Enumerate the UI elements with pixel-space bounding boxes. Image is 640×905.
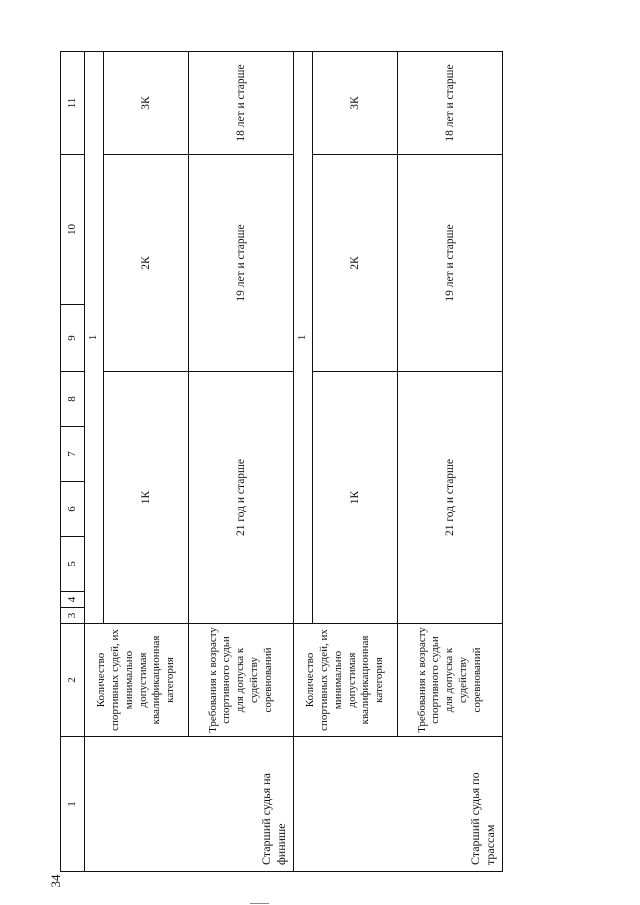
category-2k-cell: 2К xyxy=(313,155,398,372)
header-cell: 4 xyxy=(61,592,85,608)
header-cell: 2 xyxy=(61,624,85,737)
count-value-cell: 1 xyxy=(294,52,313,624)
count-value-cell: 1 xyxy=(85,52,104,624)
age-1k-cell: 21 год и старше xyxy=(398,372,503,624)
page-number: 34 xyxy=(48,874,63,888)
category-2k-cell: 2К xyxy=(104,155,189,372)
header-cell: 6 xyxy=(61,482,85,537)
age-2k-cell: 19 лет и старше xyxy=(398,155,503,372)
bottom-margin-line xyxy=(250,903,269,904)
age-3k-cell: 18 лет и старше xyxy=(398,52,503,155)
age-2k-cell: 19 лет и старше xyxy=(189,155,294,372)
age-label-cell: Требования к возрасту спортивного судьи для допуска к судейству соревнований xyxy=(189,624,294,737)
category-3k-cell: 3К xyxy=(104,52,189,155)
header-cell: 1 xyxy=(61,737,85,872)
category-1k-cell: 1К xyxy=(313,372,398,624)
age-label-cell: Требования к возрасту спортивного судьи для допуска к судейству соревнований xyxy=(398,624,503,737)
role-cell: Старший судья на финише xyxy=(85,737,294,872)
header-cell: 9 xyxy=(61,305,85,372)
header-cell: 7 xyxy=(61,427,85,482)
count-label-cell: Количество спортивных судей, их минимально допустимая квалификационная категория xyxy=(294,624,398,737)
header-cell: 3 xyxy=(61,608,85,624)
age-1k-cell: 21 год и старше xyxy=(189,372,294,624)
header-cell: 10 xyxy=(61,155,85,305)
table-frame xyxy=(60,52,497,872)
header-cell: 11 xyxy=(61,52,85,155)
header-cell: 5 xyxy=(61,537,85,592)
header-cell: 8 xyxy=(61,372,85,427)
count-value-row xyxy=(85,52,104,872)
role-cell: Старший судья по трассам xyxy=(294,737,503,872)
category-1k-cell: 1К xyxy=(104,372,189,624)
judges-requirements-table xyxy=(60,51,503,872)
count-value-row xyxy=(294,52,313,872)
page-number-holder xyxy=(20,430,63,888)
age-3k-cell: 18 лет и старше xyxy=(189,52,294,155)
count-label-cell: Количество спортивных судей, их минимально допустимая квалификационная категория xyxy=(85,624,189,737)
rotated-table-container xyxy=(60,52,497,872)
header-row xyxy=(61,52,85,872)
category-3k-cell: 3К xyxy=(313,52,398,155)
